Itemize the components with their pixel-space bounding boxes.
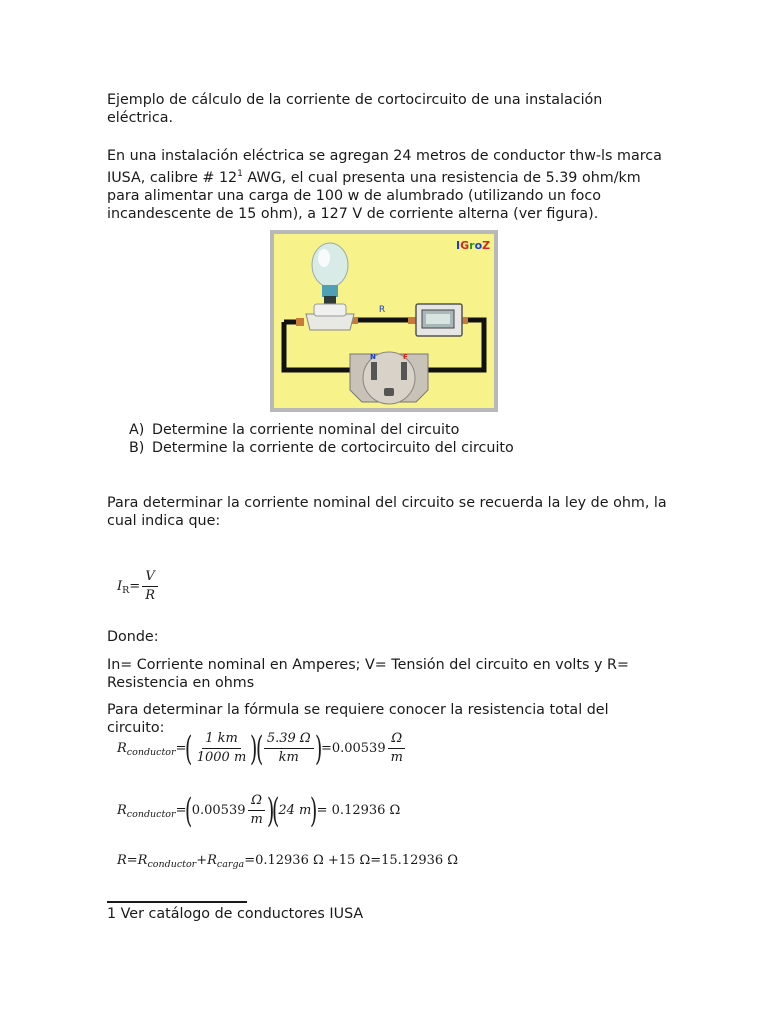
intro-text-post: AWG, el cual presenta una resistencia de 5.39 ohm/km para alimentar una carga de 100 w de alumbrado (utilizando un foco incandescente de 15 ohm), a 127 V de corriente alterna (ver figura). [107, 169, 641, 222]
f2-f1-den: 1000 m [196, 750, 247, 765]
f1-eq: = [129, 579, 141, 594]
list-item [129, 421, 514, 439]
f3-num: Ω [248, 793, 265, 811]
f3-lhs: R [117, 803, 127, 818]
f2-f1-num: 1 km [202, 731, 241, 749]
footnote-ref: 1 [237, 169, 243, 179]
f4-sub2: carga [216, 859, 245, 870]
f2-lhs: R [117, 741, 127, 756]
question-list [129, 421, 514, 457]
f1-den: R [145, 588, 155, 603]
list-marker: B) [129, 440, 145, 456]
footnote: 1 Ver catálogo de conductores IUSA [107, 906, 364, 922]
f2-result: =0.00539 [320, 741, 386, 756]
plug-f-label: F [403, 353, 408, 361]
formula-conductor-total: R conductor = ( 0.00539 $\frac{\Omega}{m}$ ) ( 24 m ) = 0.12936 Ω [117, 790, 401, 831]
list-text: Determine la corriente de cortocircuito del circuito [152, 440, 514, 456]
f3-eq: = [175, 803, 187, 818]
donde-label: Donde: [107, 629, 159, 645]
f1-lhs-sub: R [122, 585, 130, 596]
f3-len: 24 m [278, 803, 312, 818]
f1-lhs: I [117, 579, 123, 594]
f2-result-fraction [388, 731, 406, 766]
formula-ohm [117, 569, 160, 604]
formula-conductor-unit: R conductor = ( $\frac{1 km}{1000 m}$ ) ( $\frac{5.39 \Omega}{km}$ ) =0.00539 $\frac{\Omega}{m}$ [117, 731, 408, 766]
list-item [129, 439, 514, 457]
doc-title: Ejemplo de cálculo de la corriente de cortocircuito de una instalación eléctrica. [107, 92, 603, 126]
f3-lhs-sub: conductor [126, 809, 176, 820]
f2-res-den: m [390, 750, 403, 765]
plug-n-label: N [370, 353, 376, 361]
f2-fraction-1 [194, 731, 250, 766]
f3-fraction [248, 793, 266, 828]
circuit-figure [270, 230, 498, 412]
figure-logo: IGroZ [456, 239, 491, 252]
intro-text-pre: En una instalación eléctrica se agregan 24 metros de conductor thw-ls marca IUSA, calibre # 12 [107, 148, 662, 186]
f4-sub1: conductor [147, 859, 197, 870]
wire-label: R [378, 305, 386, 315]
f3-result: = 0.12936 Ω [316, 803, 401, 818]
list-marker: A) [129, 422, 145, 438]
f4-plus: +R [196, 853, 217, 868]
f3-val: 0.00539 [191, 803, 246, 818]
f1-fraction [142, 569, 158, 604]
f1-num: V [142, 569, 157, 587]
f2-f2-den: km [278, 750, 299, 765]
resist-intro: Para determinar la fórmula se requiere conocer la resistencia total del circuito: [107, 702, 609, 736]
ohm-intro: Para determinar la corriente nominal del circuito se recuerda la ley de ohm, la cual indica que: [107, 495, 667, 529]
intro-paragraph [107, 147, 667, 223]
footnote-separator [107, 901, 247, 903]
f2-lhs-sub: conductor [126, 747, 176, 758]
circuit-illustration [270, 230, 498, 412]
bulb-icon [312, 243, 348, 287]
f2-fraction-2 [264, 731, 314, 766]
f3-den: m [250, 812, 263, 827]
f4-lhs: R=R [117, 853, 148, 868]
definitions: In= Corriente nominal en Amperes; V= Tensión del circuito en volts y R= Resistencia en ohms [107, 657, 629, 691]
list-text: Determine la corriente nominal del circuito [152, 422, 460, 438]
f4-result: =0.12936 Ω +15 Ω=15.12936 Ω [244, 853, 459, 868]
f2-f2-num: 5.39 Ω [264, 731, 314, 749]
formula-total-resistance [117, 853, 458, 868]
f2-res-num: Ω [388, 731, 405, 749]
f2-eq: = [175, 741, 187, 756]
